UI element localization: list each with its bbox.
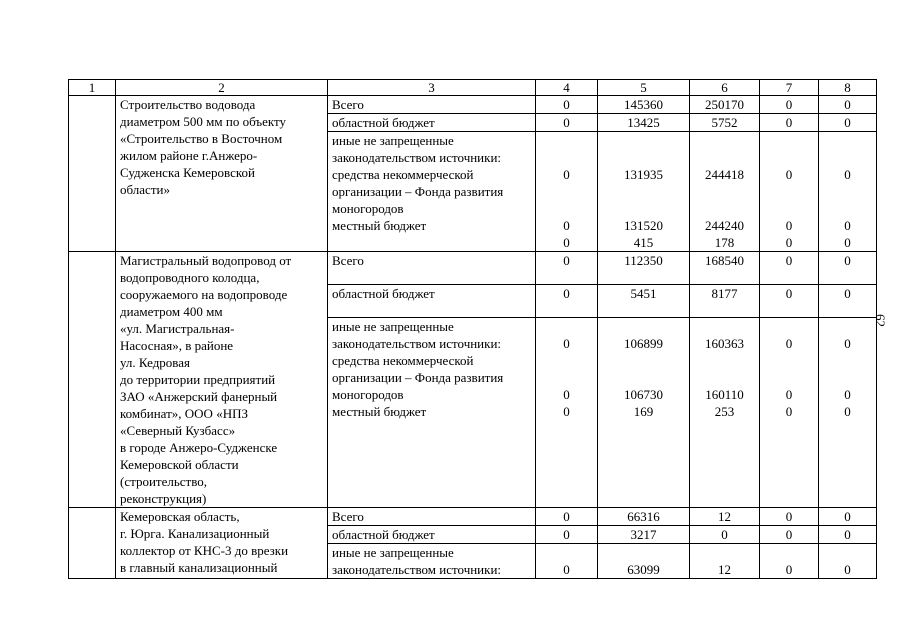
funding-source: иные не запрещенные законодательством источники: [328, 544, 536, 579]
table-row [69, 96, 877, 114]
value-cell-c4: 0 [536, 252, 598, 285]
project-description: Кемеровская область, г. Юрга. Канализационный коллектор от КНС-3 до врезки в главный канализационный [116, 508, 328, 579]
col-header-3: 3 [328, 80, 536, 96]
value-cell-c7: 0 [760, 114, 819, 132]
value-cell-c6: 168540 [690, 252, 760, 285]
value-cell-c7: 0 [760, 508, 819, 526]
col-header-6: 6 [690, 80, 760, 96]
value-cell-c7: 0 [760, 544, 819, 579]
value-cell-c6: 244418 244240 178 [690, 132, 760, 252]
table-row [69, 252, 877, 285]
value-cell-c6: 12 [690, 508, 760, 526]
funding-source: Всего [328, 96, 536, 114]
value-cell-c4: 0 [536, 526, 598, 544]
value-cell-c5: 13425 [598, 114, 690, 132]
value-cell-c4: 0 [536, 544, 598, 579]
value-cell-c5: 106899 106730 169 [598, 318, 690, 508]
funding-source: областной бюджет [328, 526, 536, 544]
value-cell-c6: 8177 [690, 285, 760, 318]
value-cell-c5: 145360 [598, 96, 690, 114]
value-cell-c6: 0 [690, 526, 760, 544]
value-cell-c8: 0 [819, 252, 877, 285]
value-cell-c8: 0 [819, 508, 877, 526]
row-number-cell [69, 252, 116, 508]
funding-table [68, 79, 877, 579]
value-cell-c5: 131935 131520 415 [598, 132, 690, 252]
row-number-cell [69, 508, 116, 579]
value-cell-c4: 0 0 0 [536, 132, 598, 252]
project-description: Строительство водовода диаметром 500 мм по объекту «Строительство в Восточном жилом районе г.Анжеро- Судженска Кемеровской области» [116, 96, 328, 252]
project-description: Магистральный водопровод от водопроводного колодца, сооружаемого на водопроводе диаметром 400 мм «ул. Магистральная- Насосная», в районе ул. Кедровая до территории предприятий ЗАО «Анжерский фанерный комбинат», ООО «НПЗ «Северный Кузбасс» в городе Анжеро-Судженске Кемеровской области (строительство, реконструкция) [116, 252, 328, 508]
value-cell-c8: 0 [819, 544, 877, 579]
value-cell-c5: 5451 [598, 285, 690, 318]
value-cell-c8: 0 0 0 [819, 132, 877, 252]
table-row [69, 508, 877, 526]
value-cell-c4: 0 [536, 96, 598, 114]
value-cell-c4: 0 [536, 114, 598, 132]
value-cell-c8: 0 [819, 526, 877, 544]
value-cell-c8: 0 [819, 114, 877, 132]
col-header-1: 1 [69, 80, 116, 96]
value-cell-c4: 0 0 0 [536, 318, 598, 508]
value-cell-c7: 0 [760, 285, 819, 318]
funding-source: иные не запрещенные законодательством источники: средства некоммерческой организации – Фонда развития моногородов местный бюджет [328, 318, 536, 508]
funding-source: областной бюджет [328, 285, 536, 318]
value-cell-c5: 112350 [598, 252, 690, 285]
value-cell-c5: 63099 [598, 544, 690, 579]
value-cell-c6: 5752 [690, 114, 760, 132]
value-cell-c8: 0 0 0 [819, 318, 877, 508]
funding-source: иные не запрещенные законодательством источники: средства некоммерческой организации – Фонда развития моногородов местный бюджет [328, 132, 536, 252]
value-cell-c6: 12 [690, 544, 760, 579]
value-cell-c7: 0 0 0 [760, 318, 819, 508]
col-header-7: 7 [760, 80, 819, 96]
funding-source: областной бюджет [328, 114, 536, 132]
col-header-5: 5 [598, 80, 690, 96]
col-header-4: 4 [536, 80, 598, 96]
row-number-cell [69, 96, 116, 252]
value-cell-c5: 66316 [598, 508, 690, 526]
col-header-8: 8 [819, 80, 877, 96]
funding-source: Всего [328, 252, 536, 285]
value-cell-c4: 0 [536, 508, 598, 526]
value-cell-c7: 0 [760, 252, 819, 285]
value-cell-c6: 160363 160110 253 [690, 318, 760, 508]
value-cell-c7: 0 [760, 526, 819, 544]
value-cell-c5: 3217 [598, 526, 690, 544]
value-cell-c8: 0 [819, 285, 877, 318]
value-cell-c8: 0 [819, 96, 877, 114]
page-number: 62 [873, 314, 888, 327]
funding-source: Всего [328, 508, 536, 526]
value-cell-c6: 250170 [690, 96, 760, 114]
col-header-2: 2 [116, 80, 328, 96]
value-cell-c7: 0 0 0 [760, 132, 819, 252]
value-cell-c7: 0 [760, 96, 819, 114]
header-row [69, 80, 877, 96]
value-cell-c4: 0 [536, 285, 598, 318]
